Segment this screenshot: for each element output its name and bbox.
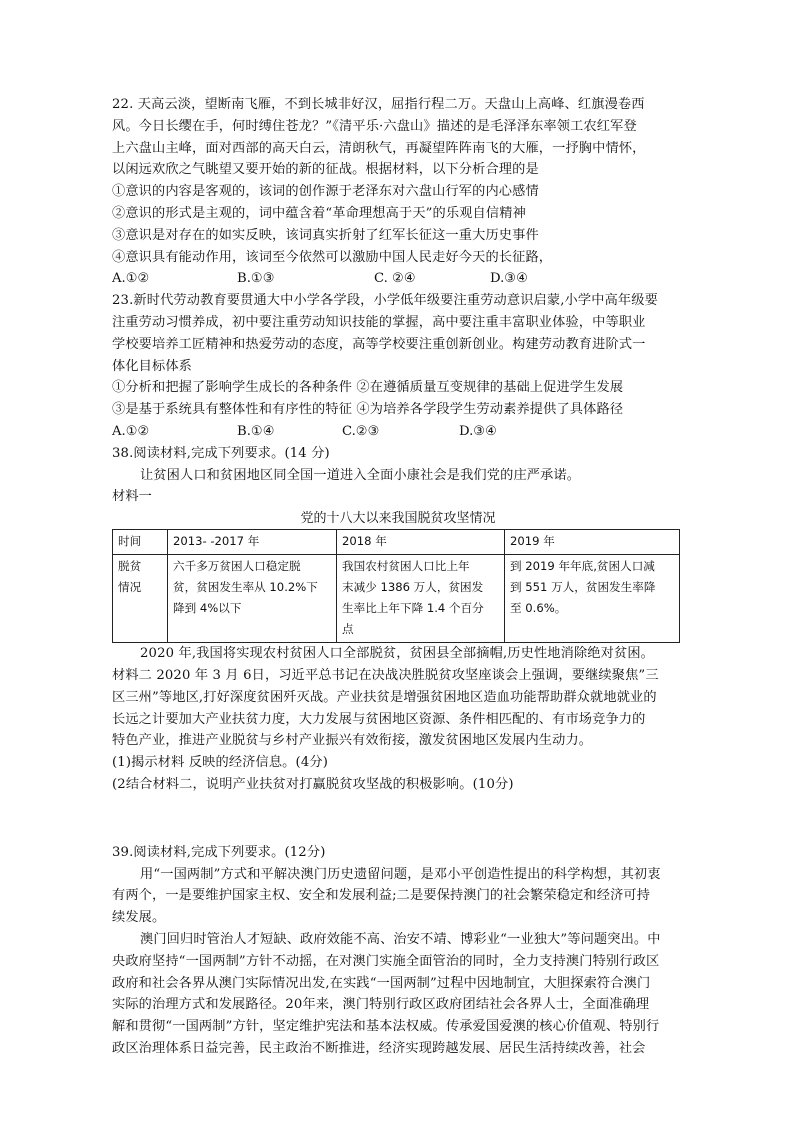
q22-option-b: B.①③ (237, 271, 275, 287)
q23-stem-line: 23.新时代劳动教育要贯通大中小学各学段，小学低年级要注重劳动意识启蒙,小学中高年级要 (112, 293, 658, 309)
q39-para1-line: 续发展。 (112, 910, 166, 926)
q22-stem-line: 22. 天高云淡，望断南飞雁，不到长城非好汉，屈指行程二万。天盘山上高峰、红旗漫卷西 (112, 97, 645, 112)
q23-option-d: D.③④ (459, 423, 497, 439)
q23-item: ①分析和把握了影响学生成长的各种条件 ②在遵循质量互变规律的基础上促进学生发展 (112, 380, 624, 396)
q22-stem-line: 风。今日长缨在手，何时缚住苍龙？”《清平乐·六盘山》描述的是毛泽泽东率领工农红军登 (112, 118, 637, 134)
q22-stem-line: 上六盘山主峰，面对西部的高天白云，清朗秋气，再凝望阵阵南飞的大雁，一抒胸中情怀， (112, 140, 646, 156)
answer-space (112, 796, 684, 842)
cell-line: 至 0.6%。 (510, 601, 567, 616)
q22-options (112, 268, 684, 290)
question-22 (112, 94, 684, 290)
q23-options (112, 421, 684, 443)
material-1-label: 材料一 (112, 489, 153, 505)
question-39 (112, 842, 684, 1060)
q39-para1-line: 用“一国两制”方式和平解决澳门历史遗留问题，是邓小平创造性提出的科学构想，其初衷 (140, 866, 661, 882)
q39-para2-line: 解和贯彻“一国两制”方针，坚定维护宪法和基本法权威。传承爱国爱澳的核心价值观、特别行 (112, 1019, 660, 1035)
table-header-cell: 2013- -2017 年 (168, 530, 337, 555)
table-header-cell: 2019 年 (505, 530, 680, 555)
q22-item: ④意识具有能动作用，该词至今依然可以激励中国人民走好今天的长征路， (112, 249, 553, 265)
question-38 (112, 443, 684, 796)
material-2-line: 材料二 2020 年 3 月 6日，习近平总书记在决战决胜脱贫攻坚座谈会上强调，要继续聚焦”三 (112, 667, 659, 683)
q22-item: ③意识是对存在的如实反映，该词真实折射了红军长征这一重大历史事件 (112, 227, 539, 243)
q22-item: ②意识的形式是主观的，词中蕴含着“革命理想高于天”的乐观自信精神 (112, 205, 526, 221)
material-2-line: 特色产业，推进产业脱贫与乡村产业振兴有效衔接，激发贫困地区发展内生动力。 (112, 733, 593, 749)
cell-line: 六千多万贫困人口稳定脱 (173, 559, 301, 574)
q39-para2-line: 澳门回归时管治人才短缺、政府效能不高、治安不靖、博彩业“一业独大”等问题突出。中 (140, 931, 661, 947)
cell-line: 我国农村贫困人口比上年 (342, 559, 470, 574)
cell-line: 末减少 1386 万人，贫困发 (342, 580, 484, 595)
q38-requirement-1: (1)揭示材料 反映的经济信息。(4分) (112, 755, 328, 771)
table-header-cell: 2018 年 (337, 530, 505, 555)
q38-requirement-2: (2结合材料二，说明产业扶贫对打赢脱贫攻坚战的积极影响。(10分) (112, 776, 514, 792)
row-label-line: 情况 (118, 580, 142, 595)
q38-header: 38.阅读材料,完成下列要求。(14 分) (112, 445, 330, 461)
q23-option-c: C.②③ (342, 423, 380, 439)
exam-page (112, 94, 684, 1060)
table-row-label (113, 555, 168, 643)
table-cell (337, 555, 505, 643)
material-2-line: 长远之计要加大产业扶贫力度，大力发展与贫困地区资源、条件相匹配的、有市场竞争力的 (112, 711, 646, 727)
q39-para2-line: 政区治理体系日益完善，民主政治不断推进，经济实现跨越发展、居民生活持续改善，社会 (112, 1040, 646, 1056)
cell-line: 到 551 万人，贫困发生率降 (510, 580, 656, 595)
table-cell (168, 555, 337, 643)
table-header-row (113, 530, 680, 555)
q23-option-b: B.①④ (237, 423, 275, 439)
q22-option-a: A.①② (112, 271, 150, 287)
cell-line: 到 2019 年年底,贫困人口减 (510, 559, 655, 574)
q22-option-c: C. ②④ (374, 271, 416, 287)
table-caption: 党的十八大以来我国脱贫攻坚情况 (300, 511, 496, 527)
cell-line: 贫，贫困发生率从 10.2%下 (173, 580, 318, 595)
q23-stem-line: 学校要培养工匠精神和热爱劳动的态度，高等学校要注重创新创业。构建劳动教育进阶式一 (112, 336, 646, 352)
table-row (113, 555, 680, 643)
question-23 (112, 290, 684, 443)
q23-item: ③是基于系统具有整体性和有序性的特征 ④为培养各学段学生劳动素养提供了具体路径 (112, 402, 624, 418)
cell-line: 生率比上年下降 1.4 个百分 (342, 601, 484, 616)
q38-intro: 让贫困人口和贫困地区同全国一道进入全面小康社会是我们党的庄严承诺。 (140, 467, 581, 483)
q22-option-d: D.③④ (490, 271, 528, 287)
q39-header: 39.阅读材料,完成下列要求。(12分) (112, 844, 326, 860)
cell-line: 降到 4%以下 (173, 601, 242, 616)
q39-para1-line: 有两个，一是要维护国家主权、安全和发展利益;二是要保持澳门的社会繁荣稳定和经济可持 (112, 888, 651, 904)
cell-line: 点 (342, 622, 354, 637)
q23-stem-line: 注重劳动习惯养成，初中要注重劳动知识技能的掌握，高中要注重丰富职业体验，中等职业 (112, 314, 646, 330)
q39-para2-line: 政府和社会各界从澳门实际情况出发,在实践“一国两制”过程中因地制宜，大胆探索符合澳门 (112, 975, 651, 991)
q39-para2-line: 央政府坚持“一国两制”方针不动摇，在对澳门实施全面管治的同时，全力支持澳门特别行政区 (112, 953, 660, 969)
after-table-text: 2020 年,我国将实现农村贫困人口全部脱贫，贫困县全部摘帽,历史性地消除绝对贫困。 (140, 646, 654, 662)
q23-stem-line: 体化目标体系 (112, 358, 193, 374)
q39-para2-line: 实际的治理方式和发展路径。20年来，澳门特别行政区政府团结社会各界人士，全面准确理 (112, 997, 650, 1013)
q22-stem-line: 以闲远欢欣之气眺望又要开始的新的征战。根据材料，以下分析合理的是 (112, 162, 539, 178)
poverty-table (112, 529, 680, 643)
material-2-line: 区三州”等地区,打好深度贫困歼灭战。产业扶贫是增强贫困地区造血功能帮助群众就地就业的 (112, 689, 657, 705)
q22-item: ①意识的内容是客观的，该词的创作源于老泽东对六盘山行军的内心感情 (112, 184, 539, 200)
row-label-line: 脱贫 (118, 559, 142, 574)
table-cell (505, 555, 680, 643)
table-header-cell: 时间 (113, 530, 168, 555)
q23-option-a: A.①② (112, 423, 150, 439)
